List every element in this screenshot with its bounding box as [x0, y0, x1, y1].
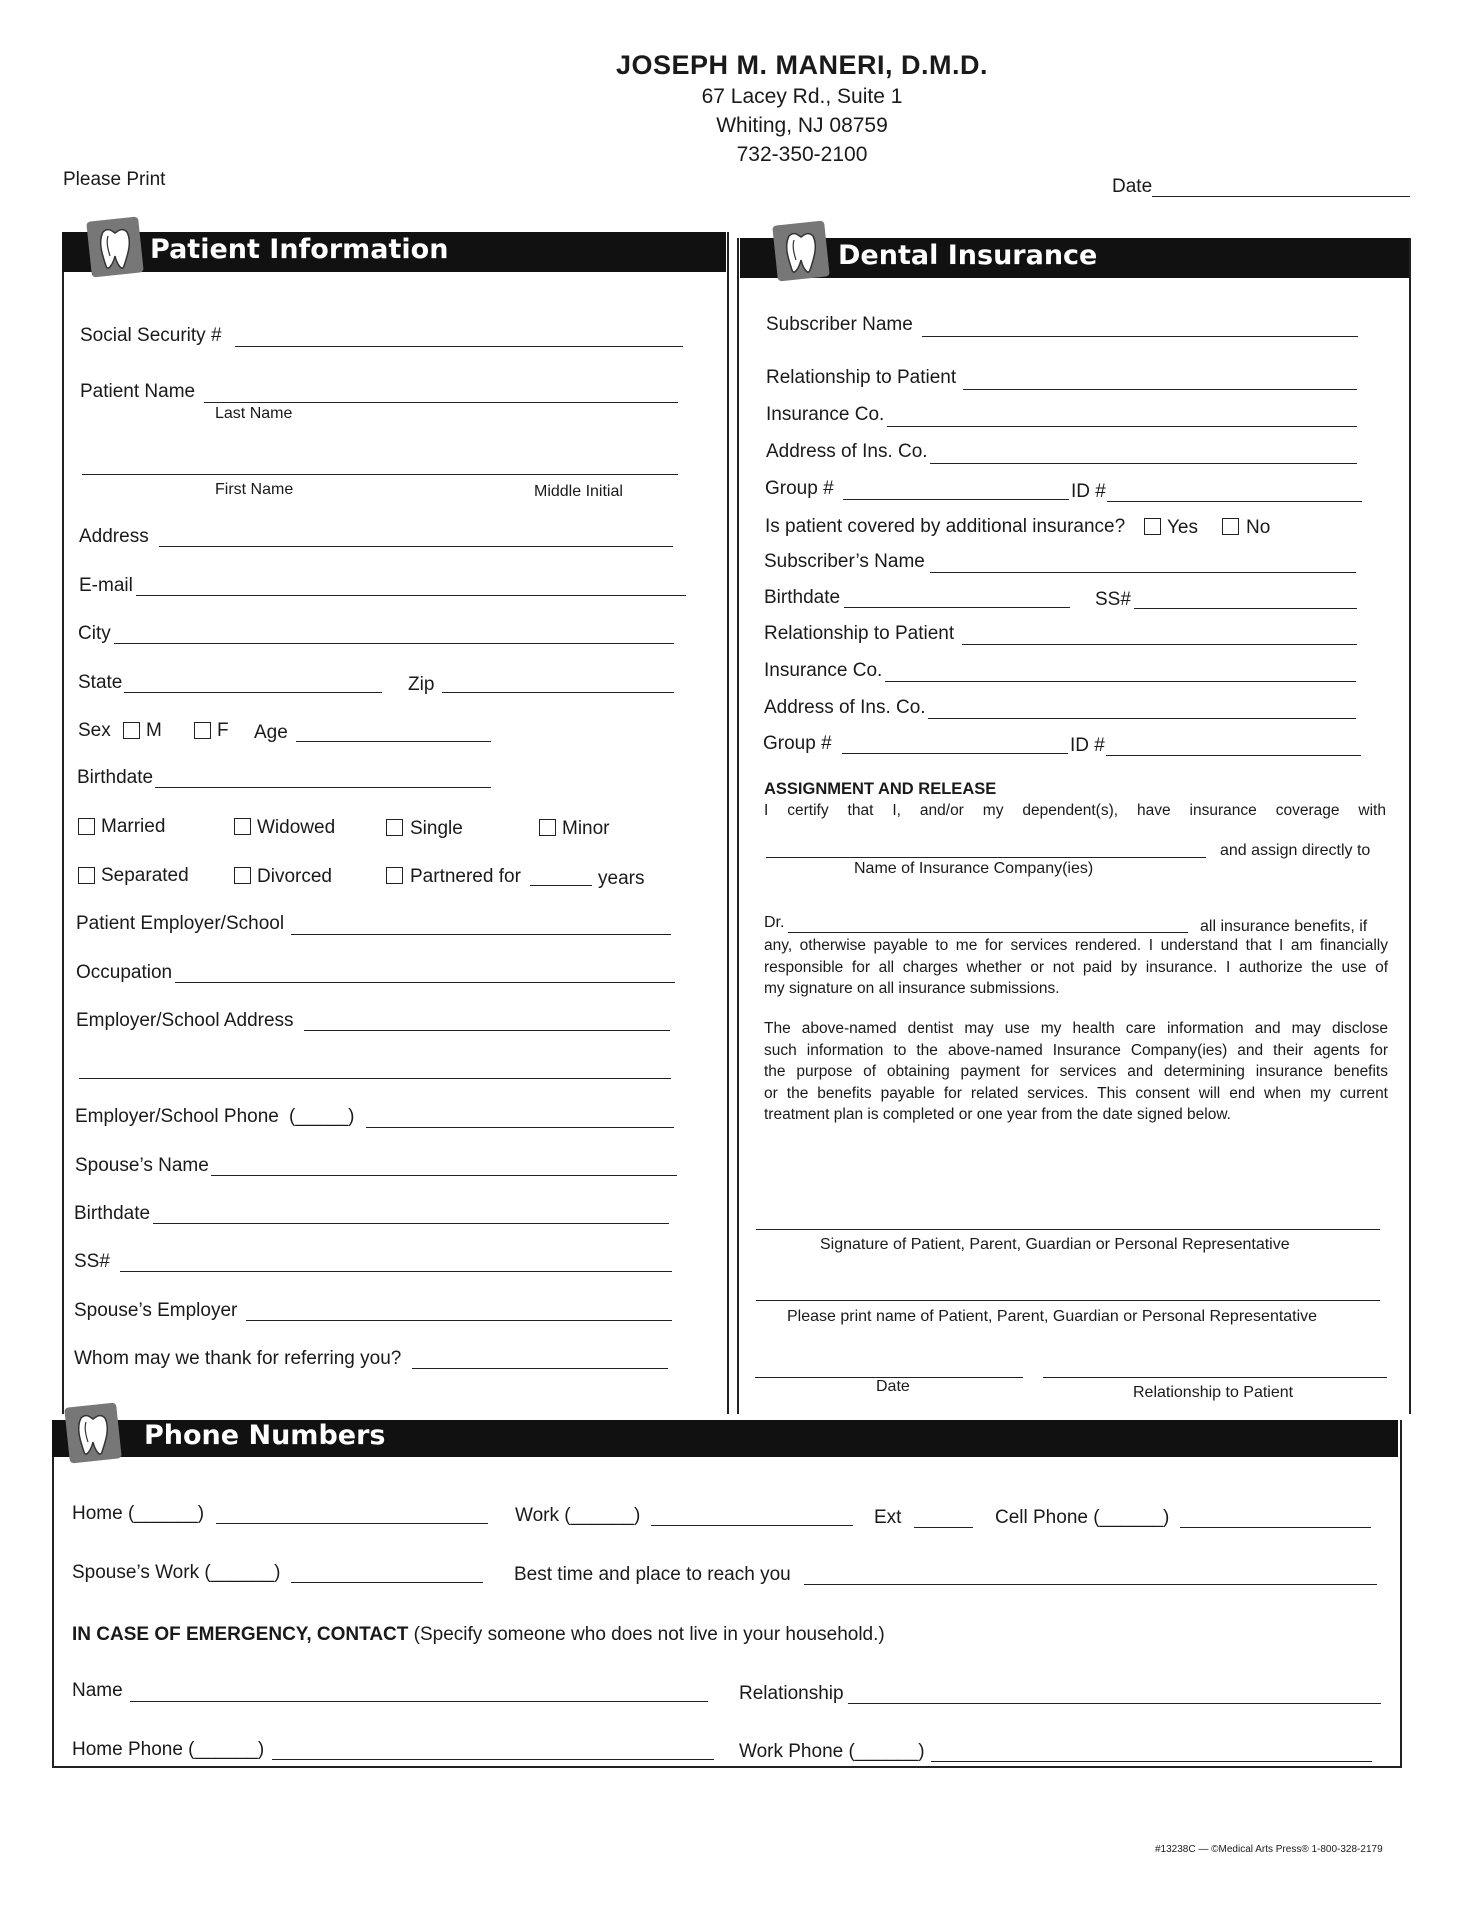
insurance-company-caption: Name of Insurance Company(ies): [854, 860, 1094, 877]
employer-address-label: Employer/School Address: [76, 1010, 294, 1031]
office-phone: 732-350-2100: [736, 143, 868, 166]
cell-phone-field[interactable]: [1180, 1527, 1371, 1528]
sex-label: Sex: [78, 720, 111, 741]
assignment-certify-text: I certify that I, and/or my dependent(s), have insurance coverage with: [764, 802, 1386, 819]
relationship2-field[interactable]: [962, 644, 1357, 645]
letterhead: [0, 50, 1484, 167]
subscriber-name-label: Subscriber Name: [766, 314, 913, 335]
birthdate2-label: Birthdate: [764, 587, 841, 608]
insurance-co2-label: Insurance Co.: [764, 660, 883, 681]
home-phone-field[interactable]: [216, 1523, 488, 1524]
additional-yes-label: Yes: [1167, 517, 1198, 538]
group-field[interactable]: [843, 499, 1069, 500]
assignment-p1-line3: responsible for all charges whether or not paid by insurance. I authorize the use of: [764, 958, 1388, 976]
insurance-co2-field[interactable]: [885, 681, 1356, 682]
date-field[interactable]: [1152, 196, 1410, 197]
ssn-label: Social Security #: [80, 325, 222, 346]
married-checkbox[interactable]: [78, 818, 95, 835]
minor-checkbox[interactable]: [539, 819, 556, 836]
address-ins-field[interactable]: [930, 463, 1357, 464]
emergency-home-phone-label: Home Phone (______): [72, 1739, 265, 1760]
additional-yes-checkbox[interactable]: [1144, 518, 1161, 535]
address-ins2-field[interactable]: [928, 718, 1356, 719]
spouse-birthdate-label: Birthdate: [74, 1203, 151, 1224]
tooth-icon: [64, 1400, 122, 1466]
dr-label: Dr.: [764, 914, 785, 931]
id-label: ID #: [1071, 481, 1106, 502]
phone-numbers-title: Phone Numbers: [144, 1420, 386, 1451]
additional-insurance-question: Is patient covered by additional insurance?: [765, 516, 1126, 537]
assignment-p2-line5: treatment plan is completed or one year from the date signed below.: [764, 1106, 1231, 1123]
work-phone-label: Work (______): [515, 1505, 641, 1526]
emergency-heading: IN CASE OF EMERGENCY, CONTACT: [72, 1624, 409, 1645]
birthdate-field[interactable]: [155, 787, 491, 788]
id-field[interactable]: [1107, 501, 1362, 502]
ssn-field[interactable]: [235, 346, 683, 347]
referral-field[interactable]: [412, 1368, 668, 1369]
signature-date-caption: Date: [876, 1378, 910, 1395]
partnered-years-field[interactable]: [530, 885, 592, 886]
state-label: State: [78, 672, 123, 693]
assignment-p1-line2: any, otherwise payable to me for services rendered. I understand that I am financially: [764, 937, 1388, 954]
single-checkbox[interactable]: [386, 819, 403, 836]
employer-address-field[interactable]: [304, 1030, 670, 1031]
tooth-icon: [772, 218, 830, 284]
ss2-label: SS#: [1095, 589, 1131, 610]
id2-field[interactable]: [1106, 755, 1361, 756]
address-label: Address: [79, 526, 149, 547]
employer-address-field-2[interactable]: [79, 1078, 671, 1079]
spouse-birthdate-field[interactable]: [153, 1223, 669, 1224]
city-field[interactable]: [114, 643, 674, 644]
sex-f-checkbox[interactable]: [194, 722, 211, 739]
sex-f-label: F: [217, 720, 229, 741]
phone-frame: [52, 1420, 1402, 1768]
spouse-ss-label: SS#: [74, 1251, 110, 1272]
employer-phone-label: Employer/School Phone: [75, 1106, 279, 1127]
spouse-name-field[interactable]: [211, 1175, 677, 1176]
spouse-name-label: Spouse’s Name: [75, 1155, 209, 1176]
employer-phone-field[interactable]: [366, 1127, 674, 1128]
printed-name-field[interactable]: [756, 1300, 1380, 1301]
form-code-footer: #13238C — ©Medical Arts Press® 1-800-328-2179: [1155, 1844, 1383, 1855]
first-name-caption: First Name: [215, 481, 294, 498]
insurance-title: Dental Insurance: [838, 240, 1098, 271]
assignment-p2-line4: or the benefits payable for related services. This consent will end when my current: [764, 1084, 1388, 1102]
spouse-work-label: Spouse’s Work (______): [72, 1562, 281, 1583]
emergency-note: (Specify someone who does not live in your household.): [413, 1624, 885, 1645]
insurance-company-name-field[interactable]: [766, 857, 1206, 858]
partnered-checkbox[interactable]: [386, 867, 403, 884]
middle-initial-caption: Middle Initial: [534, 483, 623, 500]
tooth-icon: [86, 214, 144, 280]
widowed-label: Widowed: [257, 817, 336, 838]
assign-directly-text: and assign directly to: [1220, 842, 1371, 859]
assignment-certify-line: [764, 800, 1386, 822]
city-label: City: [78, 623, 111, 644]
widowed-checkbox[interactable]: [234, 818, 251, 835]
patient-info-title: Patient Information: [150, 234, 449, 265]
emergency-contact-line: [72, 1624, 885, 1646]
patient-name-label: Patient Name: [80, 381, 196, 402]
ext-label: Ext: [874, 1507, 902, 1528]
email-field[interactable]: [136, 595, 686, 596]
emergency-work-phone-label: Work Phone (______): [739, 1741, 925, 1762]
birthdate-label: Birthdate: [77, 767, 154, 788]
last-name-field[interactable]: [204, 402, 678, 403]
employer-phone-area-code[interactable]: (_____): [289, 1106, 355, 1127]
spouse-ss-field[interactable]: [120, 1271, 672, 1272]
spouse-employer-label: Spouse’s Employer: [74, 1300, 238, 1321]
separated-label: Separated: [101, 865, 189, 886]
assignment-paragraph-2: [764, 1018, 1388, 1126]
spouse-employer-field[interactable]: [246, 1320, 672, 1321]
relationship-label: Relationship to Patient: [766, 367, 957, 388]
emergency-name-label: Name: [72, 1680, 123, 1701]
state-field[interactable]: [124, 692, 382, 693]
first-name-field[interactable]: [82, 474, 678, 475]
zip-field[interactable]: [442, 692, 674, 693]
id2-label: ID #: [1070, 735, 1105, 756]
assignment-paragraph-1: [764, 935, 1388, 1000]
patient-info-header: [62, 232, 726, 272]
group2-field[interactable]: [842, 753, 1068, 754]
relationship2-label: Relationship to Patient: [764, 623, 955, 644]
married-label: Married: [101, 816, 166, 837]
years-label: years: [598, 868, 645, 889]
please-print-note: Please Print: [63, 169, 166, 190]
partnered-label: Partnered for: [410, 866, 521, 887]
best-time-field[interactable]: [804, 1584, 1377, 1585]
group-label: Group #: [765, 478, 834, 499]
assignment-p2-line3: the purpose of obtaining payment for services and determining insurance benefits: [764, 1063, 1388, 1080]
spouse-work-field[interactable]: [291, 1582, 483, 1583]
relationship-field[interactable]: [963, 389, 1357, 390]
signature-relationship-field[interactable]: [1043, 1377, 1387, 1378]
benefits-text: all insurance benefits, if: [1200, 918, 1368, 935]
single-label: Single: [410, 818, 463, 839]
signature-relationship-caption: Relationship to Patient: [1133, 1384, 1294, 1401]
office-address-line1: 67 Lacey Rd., Suite 1: [701, 85, 903, 108]
age-field[interactable]: [296, 741, 491, 742]
home-phone-label: Home (______): [72, 1503, 205, 1524]
employer-school-label: Patient Employer/School: [76, 913, 285, 934]
insurance-co-field[interactable]: [887, 426, 1357, 427]
emergency-home-phone-field[interactable]: [272, 1759, 714, 1760]
signature-caption: Signature of Patient, Parent, Guardian or Personal Representative: [820, 1236, 1290, 1253]
doctor-name: JOSEPH M. MANERI, D.M.D.: [615, 50, 989, 80]
sex-m-checkbox[interactable]: [123, 722, 140, 739]
assignment-p2-line1: The above-named dentist may use my health care information and may disclose: [764, 1020, 1388, 1037]
minor-label: Minor: [562, 818, 610, 839]
phone-numbers-header: [52, 1420, 1398, 1457]
age-label: Age: [254, 722, 288, 743]
birthdate2-field[interactable]: [844, 607, 1070, 608]
address-ins2-label: Address of Ins. Co.: [764, 697, 926, 718]
last-name-caption: Last Name: [215, 405, 293, 422]
office-address-line2: Whiting, NJ 08759: [716, 114, 888, 137]
emergency-relationship-field[interactable]: [848, 1703, 1381, 1704]
additional-no-checkbox[interactable]: [1222, 518, 1239, 535]
sex-m-label: M: [146, 720, 162, 741]
ext-field[interactable]: [914, 1527, 973, 1528]
emergency-work-phone-field[interactable]: [931, 1761, 1372, 1762]
printed-name-caption: Please print name of Patient, Parent, Guardian or Personal Representative: [787, 1308, 1318, 1325]
referral-label: Whom may we thank for referring you?: [74, 1348, 402, 1369]
additional-no-label: No: [1246, 517, 1271, 538]
employer-school-field[interactable]: [291, 934, 671, 935]
assignment-p2-line2: such information to the above-named Insurance Company(ies) and their agents for: [764, 1041, 1388, 1059]
address-ins-label: Address of Ins. Co.: [766, 441, 928, 462]
insurance-header: [740, 238, 1409, 278]
subscriber-name-field[interactable]: [922, 336, 1358, 337]
best-time-label: Best time and place to reach you: [514, 1564, 791, 1585]
assignment-heading: ASSIGNMENT AND RELEASE: [764, 780, 997, 798]
dentist-name-field[interactable]: [788, 932, 1188, 933]
email-label: E-mail: [79, 575, 133, 596]
date-label: Date: [1112, 176, 1153, 197]
work-phone-field[interactable]: [651, 1525, 853, 1526]
emergency-relationship-label: Relationship: [739, 1683, 844, 1704]
cell-phone-label: Cell Phone (______): [995, 1507, 1170, 1528]
emergency-name-field[interactable]: [130, 1701, 708, 1702]
assignment-p1-line4: my signature on all insurance submissions.: [764, 980, 1060, 997]
divorced-checkbox[interactable]: [234, 867, 251, 884]
divorced-label: Divorced: [257, 866, 332, 887]
insurance-co-label: Insurance Co.: [766, 404, 885, 425]
ss2-field[interactable]: [1134, 608, 1357, 609]
occupation-label: Occupation: [76, 962, 173, 983]
subscriber-name2-label: Subscriber’s Name: [764, 551, 925, 572]
separated-checkbox[interactable]: [78, 867, 95, 884]
subscriber-name2-field[interactable]: [930, 572, 1356, 573]
group2-label: Group #: [763, 733, 832, 754]
signature-field[interactable]: [756, 1229, 1380, 1230]
occupation-field[interactable]: [175, 982, 675, 983]
address-field[interactable]: [159, 546, 673, 547]
zip-label: Zip: [408, 674, 435, 695]
